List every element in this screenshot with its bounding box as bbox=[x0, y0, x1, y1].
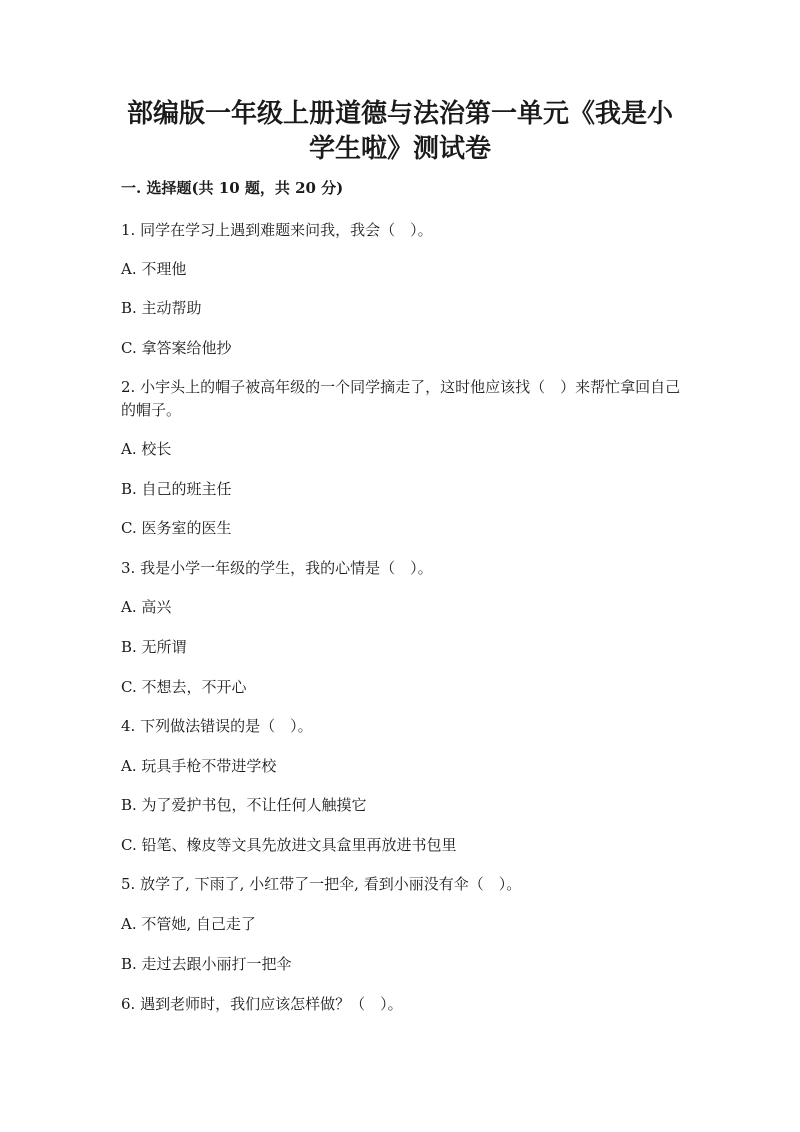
question-5-stem: 5. 放学了, 下雨了, 小红带了一把伞, 看到小丽没有伞（ ）。 bbox=[121, 875, 522, 893]
question-3-option-b: B. 无所谓 bbox=[121, 638, 187, 656]
question-2-option-c: C. 医务室的医生 bbox=[121, 519, 232, 537]
section-heading: 一. 选择题(共 10 题，共 20 分) bbox=[121, 179, 344, 197]
question-4-option-c: C. 铅笔、橡皮等文具先放进文具盒里再放进书包里 bbox=[121, 836, 457, 854]
page-title: 部编版一年级上册道德与法治第一单元《我是小学生啦》测试卷 bbox=[126, 99, 673, 164]
question-4-option-a: A. 玩具手枪不带进学校 bbox=[121, 757, 277, 775]
question-5-option-a: A. 不管她, 自己走了 bbox=[121, 915, 256, 933]
question-3-option-c: C. 不想去，不开心 bbox=[121, 678, 247, 696]
question-3-stem: 3. 我是小学一年级的学生，我的心情是（ ）。 bbox=[121, 559, 433, 577]
question-1-stem: 1. 同学在学习上遇到难题来问我，我会（ ）。 bbox=[121, 221, 433, 239]
question-2-option-b: B. 自己的班主任 bbox=[121, 480, 232, 498]
question-2-stem: 2. 小宇头上的帽子被高年级的一个同学摘走了，这时他应该找（ ）来帮忙拿回自己的帽子。 bbox=[121, 378, 681, 419]
question-1-option-c: C. 拿答案给他抄 bbox=[121, 339, 232, 357]
question-6-stem: 6. 遇到老师时，我们应该怎样做？（ ）。 bbox=[121, 995, 403, 1013]
question-3-option-a: A. 高兴 bbox=[121, 598, 172, 616]
question-1-option-a: A. 不理他 bbox=[121, 260, 187, 278]
question-5-option-b: B. 走过去跟小丽打一把伞 bbox=[121, 955, 292, 973]
question-4-option-b: B. 为了爱护书包，不让任何人触摸它 bbox=[121, 796, 367, 814]
question-2-option-a: A. 校长 bbox=[121, 440, 172, 458]
question-4-stem: 4. 下列做法错误的是（ ）。 bbox=[121, 717, 313, 735]
question-1-option-b: B. 主动帮助 bbox=[121, 299, 202, 317]
